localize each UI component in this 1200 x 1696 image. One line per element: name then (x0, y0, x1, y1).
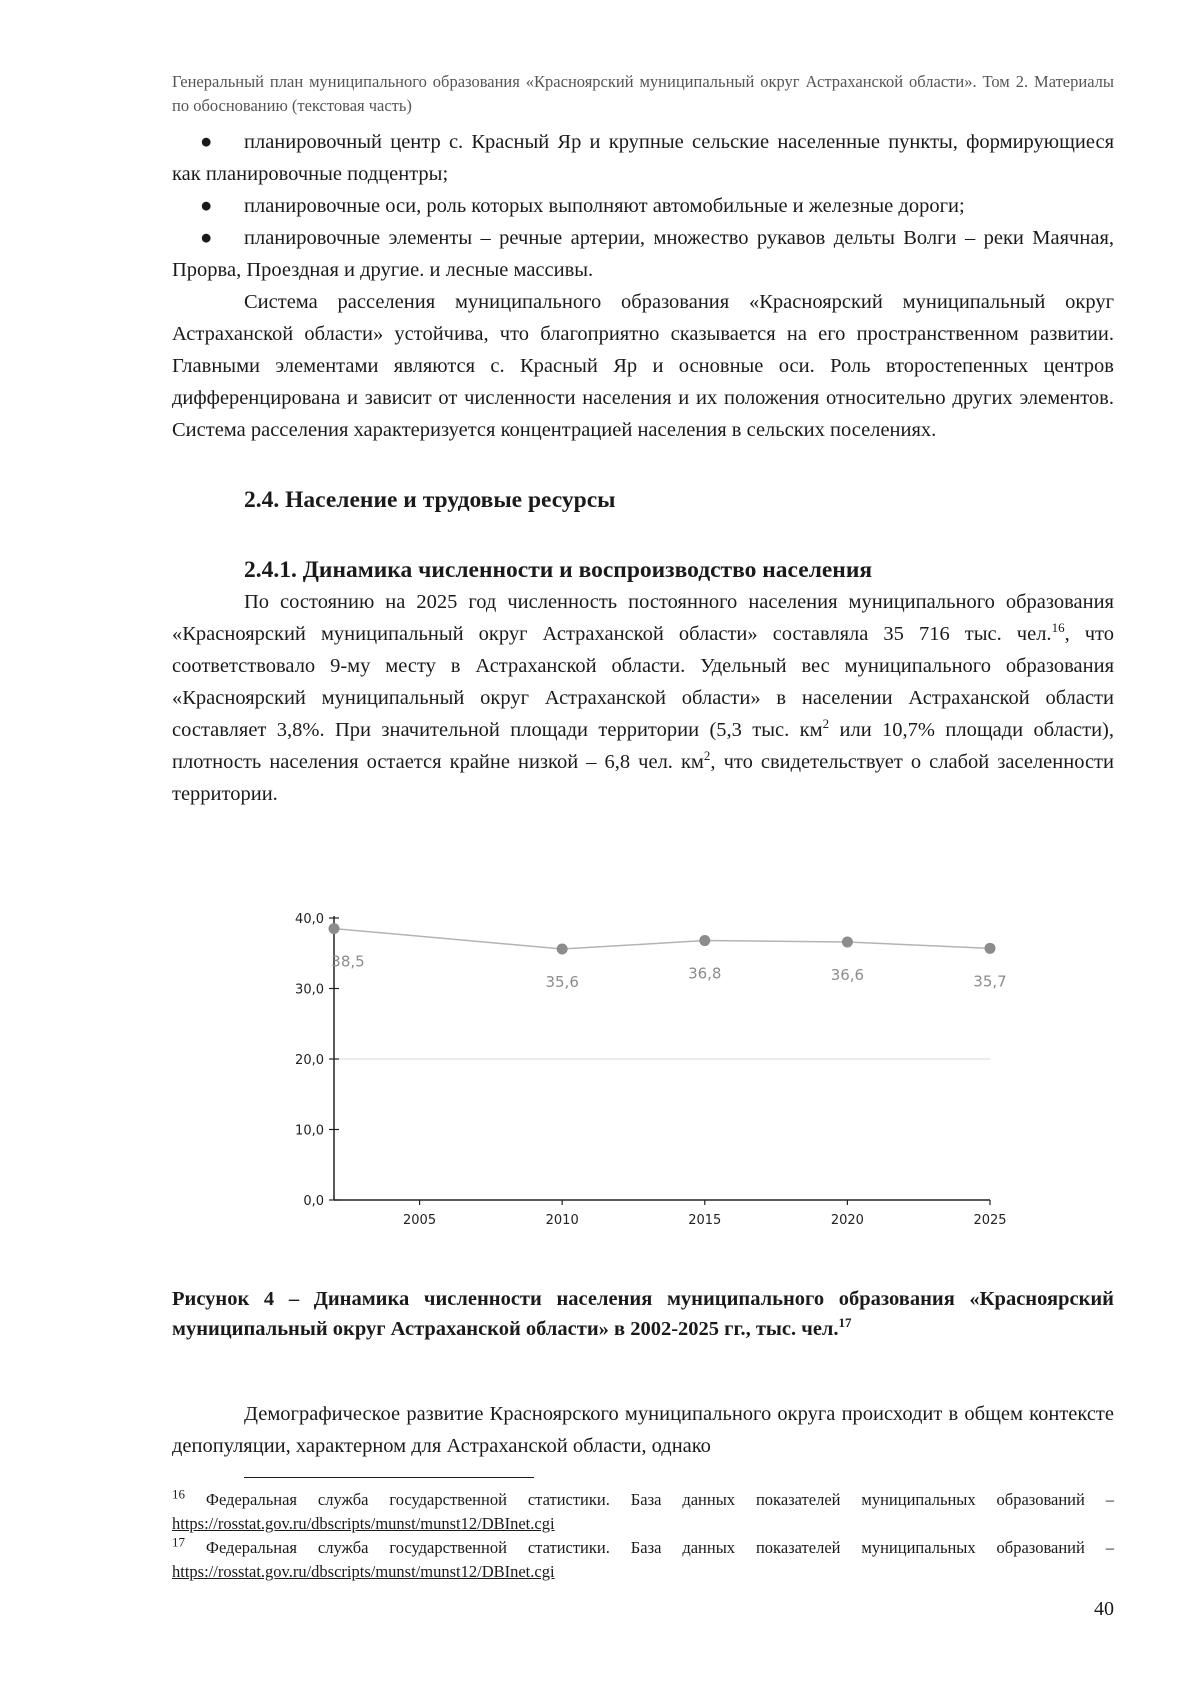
bullet-marker: ● (200, 227, 213, 249)
footnote-text: Федеральная служба государственной статистики. База данных показателей муниципальных образований – (185, 1538, 1114, 1557)
footnote (172, 1488, 1114, 1536)
data-point (557, 944, 568, 955)
data-label: 36,8 (688, 964, 722, 983)
data-point (842, 936, 853, 947)
bullet-text: планировочные оси, роль которых выполняют автомобильные и железные дороги; (244, 195, 965, 217)
caption-text: Рисунок 4 – Динамика численности населения муниципального образования «Красноярский муниципальный округ Астраханской области» в 2002-2025 гг., тыс. чел. (172, 1288, 1114, 1340)
footnote-ref[interactable]: 17 (838, 1315, 852, 1331)
document-page (172, 70, 1114, 810)
data-label: 36,6 (830, 965, 865, 984)
superscript: 2 (822, 716, 830, 732)
y-tick-label: 0,0 (303, 1194, 324, 1209)
y-tick-label: 30,0 (295, 982, 324, 998)
text-run: По состоянию на 2025 год численность постоянного населения муниципального образования «Красноярский муниципальный округ Астраханской области» составляла 35 716 тыс. чел. (172, 591, 1114, 645)
paragraph-demography: Демографическое развитие Красноярского муниципального округа происходит в общем контексте депопуляции, характерном для Астраханской области, однако (172, 1403, 1114, 1457)
text-run: , что свидетельствует о слабой заселенности территории. (172, 751, 1114, 805)
x-tick-label: 2025 (973, 1213, 1007, 1228)
data-label: 35,7 (973, 972, 1007, 991)
x-tick-label: 2010 (545, 1213, 579, 1228)
x-tick-label: 2020 (830, 1213, 864, 1228)
after-chart-text (172, 1398, 1114, 1462)
superscript: 2 (703, 748, 711, 764)
footnote-separator (244, 1477, 534, 1478)
data-point (329, 923, 340, 934)
page-number: 40 (1094, 1598, 1114, 1620)
footnote-number: 17 (172, 1534, 185, 1550)
y-tick-label: 20,0 (295, 1053, 324, 1068)
bullet-text: планировочный центр с. Красный Яр и крупные сельские населенные пункты, формирующиеся как планировочные подцентры; (172, 131, 1114, 185)
text-run: или 10,7% площади области), плотность населения остается крайне низкой – 6,8 чел. км (172, 719, 1115, 773)
text-run: , что соответствовало 9-му месту в Астраханской области. Удельный вес муниципального образования «Красноярский муниципальный округ Астраханской области» в населении Астраханской области составляет 3,8%. При значительной площади территории (5,3 тыс. км (172, 623, 1114, 741)
footnote (172, 1536, 1114, 1584)
footnote-link[interactable]: https://rosstat.gov.ru/dbscripts/munst/munst12/DBInet.cgi (172, 1514, 555, 1533)
section-title: 2.4. Население и трудовые ресурсы (244, 487, 616, 513)
x-tick-label: 2005 (403, 1213, 437, 1228)
footnote-text: Федеральная служба государственной статистики. База данных показателей муниципальных образований – (185, 1490, 1114, 1509)
data-point (699, 935, 710, 946)
series-line (334, 929, 990, 949)
footnote-link[interactable]: https://rosstat.gov.ru/dbscripts/munst/munst12/DBInet.cgi (172, 1562, 555, 1581)
data-label: 35,6 (545, 973, 579, 992)
footnote-number: 16 (172, 1486, 185, 1502)
bullet-item (172, 190, 1114, 222)
bullet-text: планировочные элементы – речные артерии, множество рукавов дельты Волги – реки Маячная, Прорва, Проездная и другие. и лесные массивы. (172, 227, 1114, 281)
bullet-marker: ● (200, 131, 213, 153)
bullet-item (172, 126, 1114, 190)
footnote-ref[interactable]: 16 (1051, 620, 1065, 636)
chart-svg (270, 900, 1030, 1280)
paragraph-population (172, 586, 1114, 810)
data-label: 38,5 (331, 952, 365, 971)
figure-caption (172, 1284, 1114, 1344)
subsection-title: 2.4.1. Динамика численности и воспроизводство населения (244, 557, 873, 583)
x-tick-label: 2015 (688, 1213, 722, 1228)
paragraph-settlement: Система расселения муниципального образования «Красноярский муниципальный округ Астраханской области» устойчива, что благоприятно сказывается на его пространственном развитии. Главными элементами являются с. Красный Яр и основные оси. Роль второстепенных центров дифференцирована и зависит от численности населения и их положения относительно других элементов. Система расселения характеризуется концентрацией населения в сельских поселениях. (172, 291, 1114, 441)
y-tick-label: 10,0 (295, 1123, 324, 1139)
data-point (985, 943, 996, 954)
footnotes (172, 1488, 1114, 1584)
bullet-marker: ● (200, 195, 213, 217)
population-chart (270, 900, 1030, 1280)
document-header: Генеральный план муниципального образования «Красноярский муниципальный округ Астраханской области». Том 2. Материалы по обоснованию (текстовая часть) (172, 72, 1114, 115)
y-tick-label: 40,0 (295, 912, 324, 927)
bullet-item (172, 222, 1114, 286)
